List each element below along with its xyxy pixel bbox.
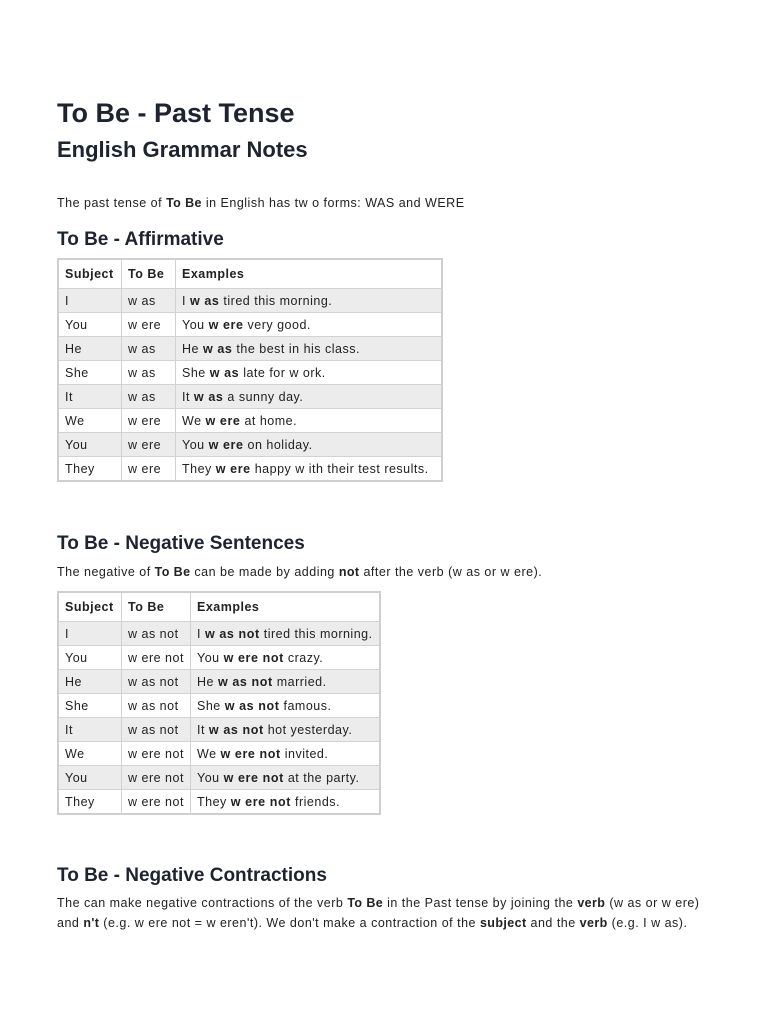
affirmative-table xyxy=(57,258,443,482)
intro-bold: To Be xyxy=(166,196,202,210)
intro-paragraph xyxy=(57,194,465,214)
cell-example xyxy=(191,718,380,742)
cell-example xyxy=(176,289,443,313)
cell-to-be: w ere xyxy=(122,313,176,337)
example-text: I xyxy=(197,626,205,641)
cell-example xyxy=(191,790,380,815)
cell-subject: It xyxy=(58,385,122,409)
example-text: We xyxy=(197,746,221,761)
cell-subject: You xyxy=(58,313,122,337)
table-row xyxy=(58,385,442,409)
example-verb: w ere not xyxy=(230,794,292,809)
example-text-end: crazy. xyxy=(283,650,324,665)
contractions-desc-text: (w as or w ere) and xyxy=(57,896,700,930)
table-row xyxy=(58,790,380,815)
contractions-desc-text: and the xyxy=(526,915,580,930)
cell-subject: You xyxy=(58,766,122,790)
example-text-end: happy w ith their test results. xyxy=(250,461,429,476)
contractions-heading: To Be - Negative Contractions xyxy=(57,865,327,886)
cell-subject: He xyxy=(58,670,122,694)
cell-subject: You xyxy=(58,433,122,457)
cell-example xyxy=(191,694,380,718)
table-row xyxy=(58,670,380,694)
example-verb: w as xyxy=(193,389,224,404)
table-row xyxy=(58,622,380,646)
cell-example xyxy=(191,766,380,790)
example-verb: w as xyxy=(189,293,220,308)
example-verb: w as not xyxy=(217,674,273,689)
example-text-end: very good. xyxy=(243,317,311,332)
example-verb: w as not xyxy=(208,722,264,737)
column-header-examples: Examples xyxy=(176,259,443,289)
cell-subject: He xyxy=(58,337,122,361)
cell-subject: I xyxy=(58,289,122,313)
cell-to-be: w as xyxy=(122,361,176,385)
contractions-desc-bold: n't xyxy=(83,915,100,930)
cell-subject: She xyxy=(58,361,122,385)
cell-example xyxy=(176,385,443,409)
contractions-desc-text: (e.g. I w as). xyxy=(607,915,688,930)
cell-example xyxy=(176,409,443,433)
table-row xyxy=(58,694,380,718)
cell-subject: You xyxy=(58,646,122,670)
table-row xyxy=(58,718,380,742)
negative-table xyxy=(57,591,381,815)
table-row xyxy=(58,289,442,313)
contractions-desc-text: (e.g. w ere not = w eren't). We don't make a contraction of the xyxy=(99,915,480,930)
table-row xyxy=(58,457,442,482)
column-header-to-be: To Be xyxy=(122,259,176,289)
example-text: It xyxy=(182,389,194,404)
example-text: You xyxy=(182,437,209,452)
example-text: She xyxy=(197,698,225,713)
cell-example xyxy=(191,742,380,766)
cell-subject: She xyxy=(58,694,122,718)
cell-to-be: w ere not xyxy=(122,646,191,670)
example-text-end: married. xyxy=(272,674,327,689)
negative-desc-bold: not xyxy=(338,565,360,579)
table-row xyxy=(58,409,442,433)
cell-to-be: w as not xyxy=(122,670,191,694)
example-text: She xyxy=(182,365,210,380)
example-verb: w ere xyxy=(208,317,244,332)
example-text: It xyxy=(197,722,209,737)
table-row xyxy=(58,337,442,361)
column-header-subject: Subject xyxy=(58,259,122,289)
page-subtitle: English Grammar Notes xyxy=(57,137,308,162)
example-text-end: the best in his class. xyxy=(232,341,360,356)
cell-to-be: w as not xyxy=(122,622,191,646)
contractions-desc-bold: verb xyxy=(577,896,606,910)
table-row xyxy=(58,766,380,790)
example-verb: w as not xyxy=(224,698,280,713)
example-text: You xyxy=(182,317,209,332)
contractions-desc-text: The can make negative contractions of the verb xyxy=(57,896,348,910)
example-verb: w as xyxy=(209,365,240,380)
example-text-end: late for w ork. xyxy=(239,365,326,380)
example-verb: w as xyxy=(202,341,233,356)
cell-to-be: w as not xyxy=(122,718,191,742)
example-text-end: a sunny day. xyxy=(223,389,304,404)
intro-text-end: in English has tw o forms: WAS and WERE xyxy=(201,196,465,210)
cell-subject: They xyxy=(58,457,122,482)
contractions-desc-bold: To Be xyxy=(347,896,384,910)
example-text: You xyxy=(197,650,224,665)
cell-to-be: w ere xyxy=(122,433,176,457)
example-verb: w ere xyxy=(205,413,241,428)
cell-subject: We xyxy=(58,742,122,766)
table-row xyxy=(58,646,380,670)
example-text: You xyxy=(197,770,224,785)
column-header-subject: Subject xyxy=(58,592,122,622)
cell-to-be: w as xyxy=(122,337,176,361)
example-text: He xyxy=(197,674,218,689)
cell-to-be: w ere xyxy=(122,409,176,433)
table-row xyxy=(58,313,442,337)
cell-example xyxy=(191,670,380,694)
contractions-description xyxy=(57,894,722,933)
example-text: They xyxy=(182,461,216,476)
example-text-end: at the party. xyxy=(283,770,360,785)
example-text-end: on holiday. xyxy=(243,437,313,452)
cell-to-be: w as not xyxy=(122,694,191,718)
column-header-to-be: To Be xyxy=(122,592,191,622)
cell-to-be: w as xyxy=(122,289,176,313)
example-text-end: tired this morning. xyxy=(259,626,373,641)
example-text: We xyxy=(182,413,206,428)
negative-desc-text: after the verb (w as or w ere). xyxy=(359,565,543,579)
example-text-end: at home. xyxy=(240,413,298,428)
negative-heading: To Be - Negative Sentences xyxy=(57,533,305,554)
negative-desc-text: can be made by adding xyxy=(190,565,339,579)
example-verb: w as not xyxy=(204,626,260,641)
example-text-end: famous. xyxy=(279,698,332,713)
affirmative-heading: To Be - Affirmative xyxy=(57,229,224,250)
negative-desc-bold: To Be xyxy=(154,565,191,579)
cell-example xyxy=(176,457,443,482)
table-row xyxy=(58,742,380,766)
cell-to-be: w ere not xyxy=(122,766,191,790)
cell-subject: I xyxy=(58,622,122,646)
example-text-end: invited. xyxy=(280,746,329,761)
table-row xyxy=(58,433,442,457)
cell-to-be: w ere not xyxy=(122,790,191,815)
example-text-end: tired this morning. xyxy=(219,293,333,308)
cell-example xyxy=(176,433,443,457)
cell-to-be: w ere xyxy=(122,457,176,482)
example-verb: w ere xyxy=(215,461,251,476)
contractions-desc-bold: subject xyxy=(479,915,527,930)
cell-example xyxy=(176,361,443,385)
cell-example xyxy=(176,337,443,361)
cell-to-be: w as xyxy=(122,385,176,409)
cell-example xyxy=(191,646,380,670)
page-title: To Be - Past Tense xyxy=(57,98,295,128)
contractions-desc-text: in the Past tense by joining the xyxy=(383,896,578,910)
column-header-examples: Examples xyxy=(191,592,380,622)
table-row xyxy=(58,361,442,385)
negative-desc-text: The negative of xyxy=(57,565,155,579)
negative-description xyxy=(57,563,542,583)
example-text: He xyxy=(182,341,203,356)
intro-text: The past tense of xyxy=(57,196,167,210)
cell-subject: They xyxy=(58,790,122,815)
table-header-row xyxy=(58,592,380,622)
table-header-row xyxy=(58,259,442,289)
cell-example xyxy=(176,313,443,337)
cell-example xyxy=(191,622,380,646)
cell-to-be: w ere not xyxy=(122,742,191,766)
example-text-end: hot yesterday. xyxy=(263,722,353,737)
cell-subject: It xyxy=(58,718,122,742)
example-text: They xyxy=(197,794,231,809)
example-text-end: friends. xyxy=(291,794,341,809)
example-verb: w ere not xyxy=(220,746,281,761)
contractions-desc-bold: verb xyxy=(579,915,608,930)
example-text: I xyxy=(182,293,190,308)
example-verb: w ere not xyxy=(223,770,284,785)
cell-subject: We xyxy=(58,409,122,433)
example-verb: w ere not xyxy=(223,650,284,665)
example-verb: w ere xyxy=(208,437,244,452)
